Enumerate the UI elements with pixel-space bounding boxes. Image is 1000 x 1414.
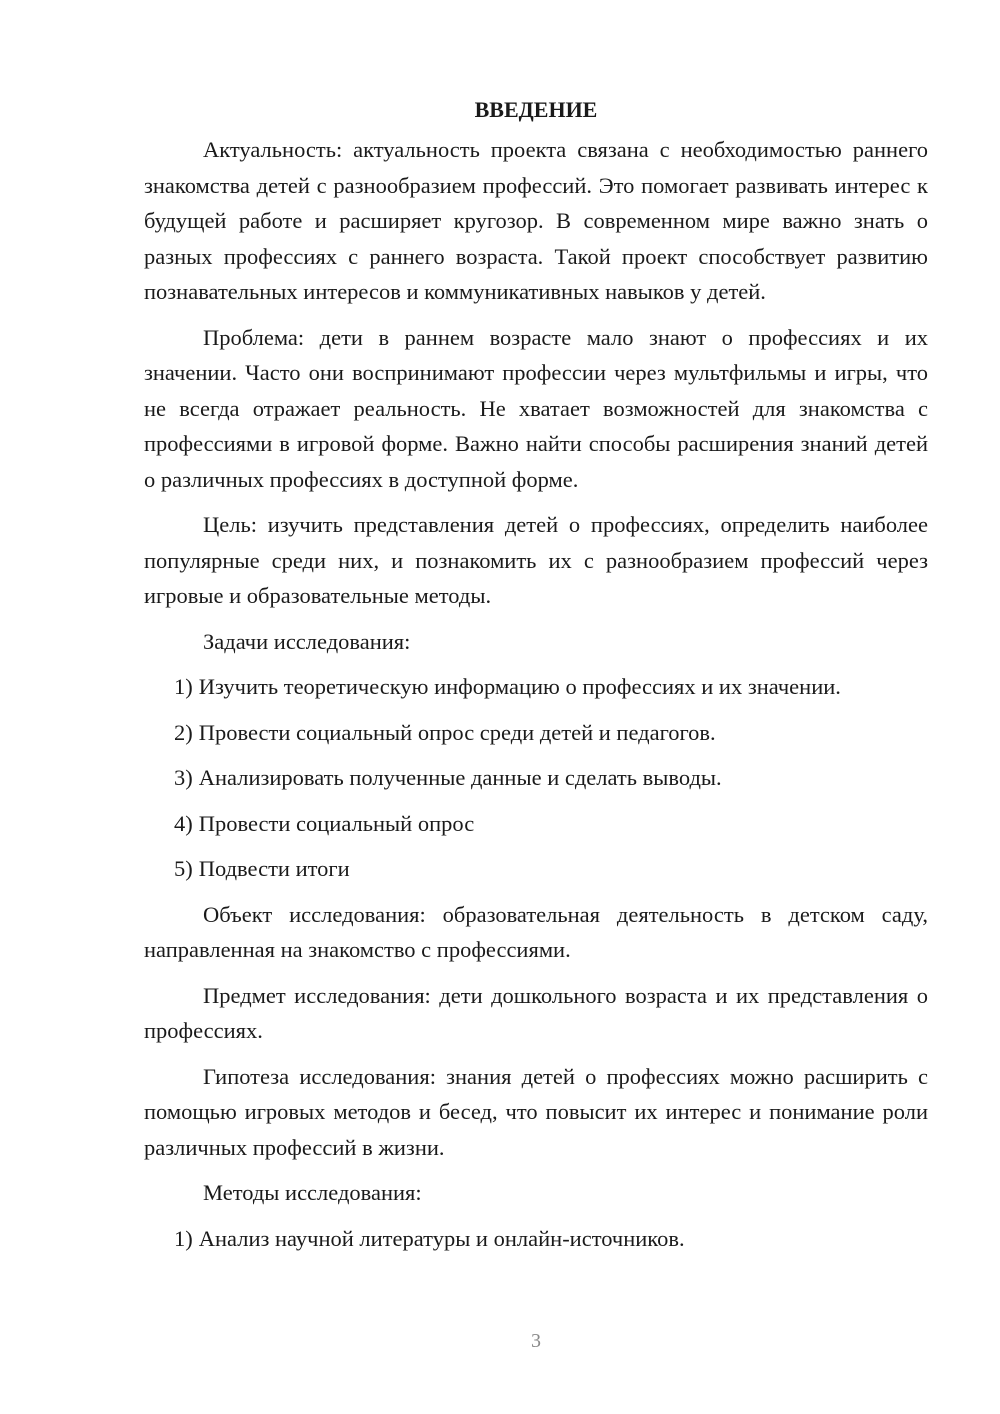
- list-item: [144, 1221, 928, 1257]
- list-item-number: 4): [174, 810, 193, 836]
- list-item-number: 5): [174, 856, 193, 881]
- methods-list: [144, 1221, 928, 1257]
- list-item-text: Анализ научной литературы и онлайн-источников.: [198, 1225, 685, 1251]
- list-item-number: 2): [174, 719, 193, 745]
- object-paragraph: Объект исследования: образовательная деятельность в детском саду, направленная на знакомство с профессиями.: [144, 901, 928, 962]
- list-item-text: Провести социальный опрос: [198, 810, 475, 836]
- list-item: [144, 806, 928, 842]
- relevance-paragraph: Актуальность: актуальность проекта связана с необходимостью раннего знакомства детей с разнообразием профессий. Это помогает развивать интерес к будущей работе и расширяет кругозор. В современном мире важно знать о разных профессиях с раннего возраста. Такой проект способствует развитию познавательных интересов и коммуникативных навыков у детей.: [144, 137, 928, 304]
- list-item-text: Изучить теоретическую информацию о профессиях и их значении.: [198, 674, 841, 699]
- list-item: [144, 715, 928, 751]
- list-item-text: Провести социальный опрос среди детей и педагогов.: [198, 719, 716, 745]
- page-content: [144, 90, 928, 1266]
- goal-paragraph: Цель: изучить представления детей о профессиях, определить наиболее популярные среди них, и познакомить их с разнообразием профессий через игровые и образовательные методы.: [144, 512, 928, 608]
- list-item-number: 3): [174, 765, 193, 790]
- list-item: [144, 669, 928, 705]
- tasks-list: [144, 669, 928, 887]
- list-item-text: Подвести итоги: [198, 856, 350, 881]
- section-heading: ВВЕДЕНИЕ: [474, 97, 598, 122]
- list-item: [144, 760, 928, 796]
- hypothesis-paragraph: Гипотеза исследования: знания детей о профессиях можно расширить с помощью игровых методов и бесед, что повысит их интерес и понимание роли различных профессий в жизни.: [144, 1063, 928, 1160]
- problem-paragraph: Проблема: дети в раннем возрасте мало знают о профессиях и их значении. Часто они воспринимают профессии через мультфильмы и игры, что не всегда отражает реальность. Не хватает возможностей для знакомства с профессиями в игровой форме. Важно найти способы расширения знаний детей о различных профессиях в доступной форме.: [144, 324, 928, 492]
- list-item-number: 1): [174, 674, 193, 699]
- tasks-title: Задачи исследования:: [203, 628, 411, 654]
- page-number: 3: [531, 1330, 541, 1352]
- list-item-number: 1): [174, 1225, 193, 1251]
- methods-title: Методы исследования:: [203, 1180, 422, 1205]
- subject-paragraph: Предмет исследования: дети дошкольного возраста и их представления о профессиях.: [144, 982, 928, 1043]
- list-item-text: Анализировать полученные данные и сделать выводы.: [198, 765, 722, 790]
- list-item: [144, 851, 928, 887]
